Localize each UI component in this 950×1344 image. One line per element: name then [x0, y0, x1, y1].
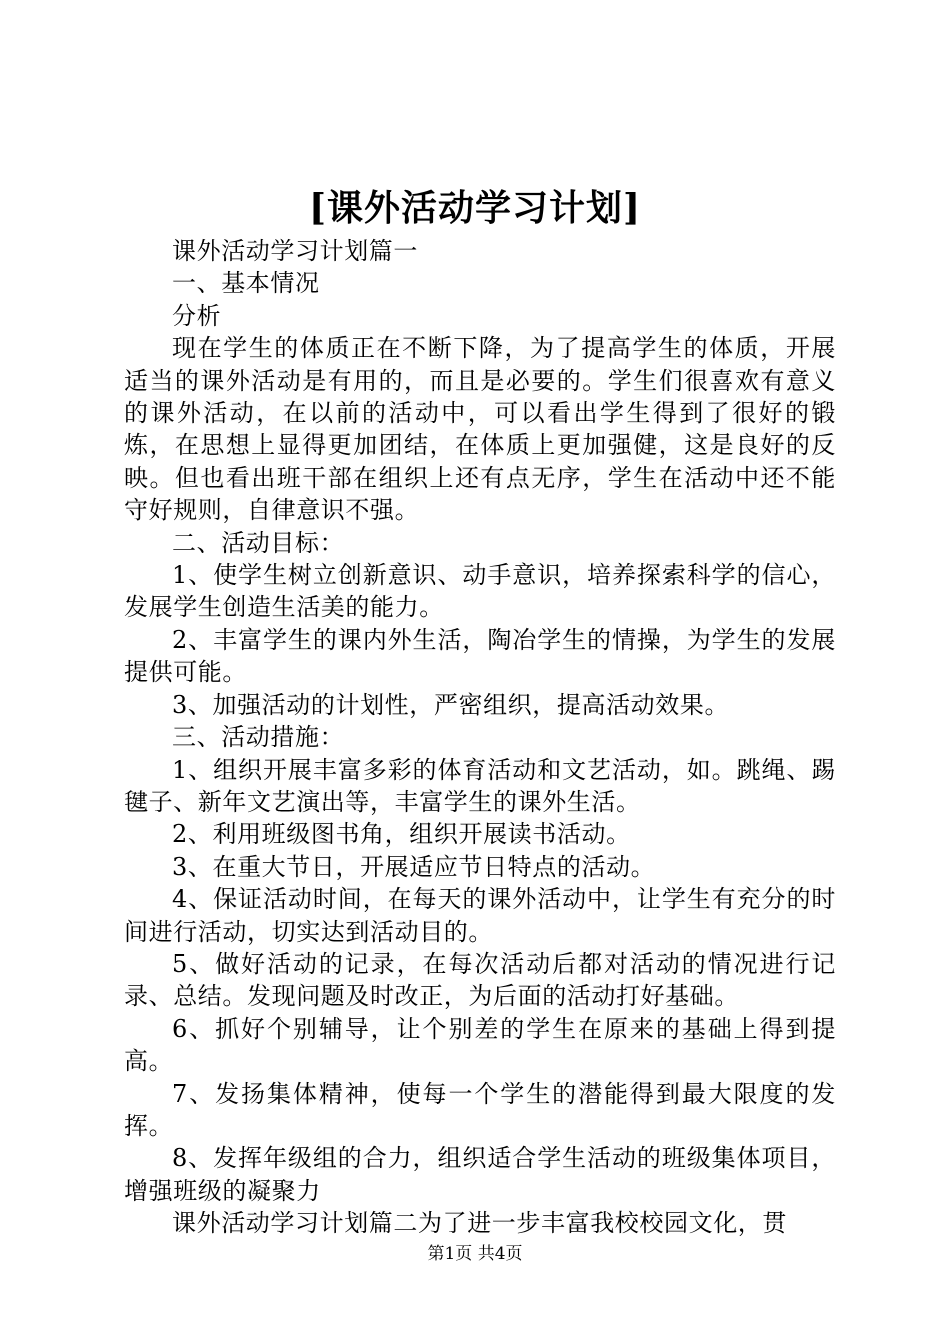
paragraph-measure-2: 2、利用班级图书角，组织开展读书活动。 — [172, 820, 631, 849]
paragraph-measure-1: 1、组织开展丰富多彩的体育活动和文艺活动，如。跳绳、踢毽子、新年文艺演出等，丰富学生的课外生活。 — [124, 755, 836, 816]
document-body — [124, 235, 836, 1240]
document-title: [课外活动学习计划] — [308, 187, 642, 229]
paragraph-section-goals: 二、活动目标： — [172, 528, 345, 557]
paragraph-heading-part-one: 课外活动学习计划篇一 — [172, 237, 418, 265]
paragraph-analysis-label: 分析 — [172, 301, 222, 330]
paragraph-measure-7: 7、发扬集体精神，使每一个学生的潜能得到最大限度的发挥。 — [124, 1079, 836, 1140]
paragraph-goal-2: 2、丰富学生的课内外生活，陶冶学生的情操，为学生的发展提供可能。 — [124, 625, 836, 687]
paragraph-goal-1: 1、使学生树立创新意识、动手意识，培养探索科学的信心，发展学生创造生活美的能力。 — [124, 561, 836, 622]
paragraph-measure-6: 6、抓好个别辅导，让个别差的学生在原来的基础上得到提高。 — [124, 1014, 836, 1076]
paragraph-heading-part-two: 课外活动学习计划篇二为了进一步丰富我校校园文化，贯 — [172, 1209, 787, 1238]
paragraph-measure-3: 3、在重大节日，开展适应节日特点的活动。 — [172, 852, 656, 881]
paragraph-measure-5: 5、做好活动的记录，在每次活动后都对活动的情况进行记录、总结。发现问题及时改正，为后面的活动打好基础。 — [124, 949, 836, 1011]
paragraph-section-basic-situation: 一、基本情况 — [172, 269, 320, 298]
page-number-footer: 第1页 共4页 — [427, 1244, 523, 1264]
paragraph-goal-3: 3、加强活动的计划性，严密组织，提高活动效果。 — [172, 690, 730, 719]
paragraph-section-measures: 三、活动措施： — [172, 723, 345, 752]
paragraph-analysis-body: 现在学生的体质正在不断下降，为了提高学生的体质，开展适当的课外活动是有用的，而且是必要的。学生们很喜欢有意义的课外活动，在以前的活动中，可以看出学生得到了很好的锻炼，在思想上显得更加团结，在体质上更加强健，这是良好的反映。但也看出班干部在组织上还有点无序，学生在活动中还不能守好规则，自律意识不强。 — [124, 334, 836, 525]
paragraph-measure-4: 4、保证活动时间，在每天的课外活动中，让学生有充分的时间进行活动，切实达到活动目的。 — [124, 885, 836, 946]
paragraph-measure-8: 8、发挥年级组的合力，组织适合学生活动的班级集体项目，增强班级的凝聚力 — [124, 1144, 836, 1205]
